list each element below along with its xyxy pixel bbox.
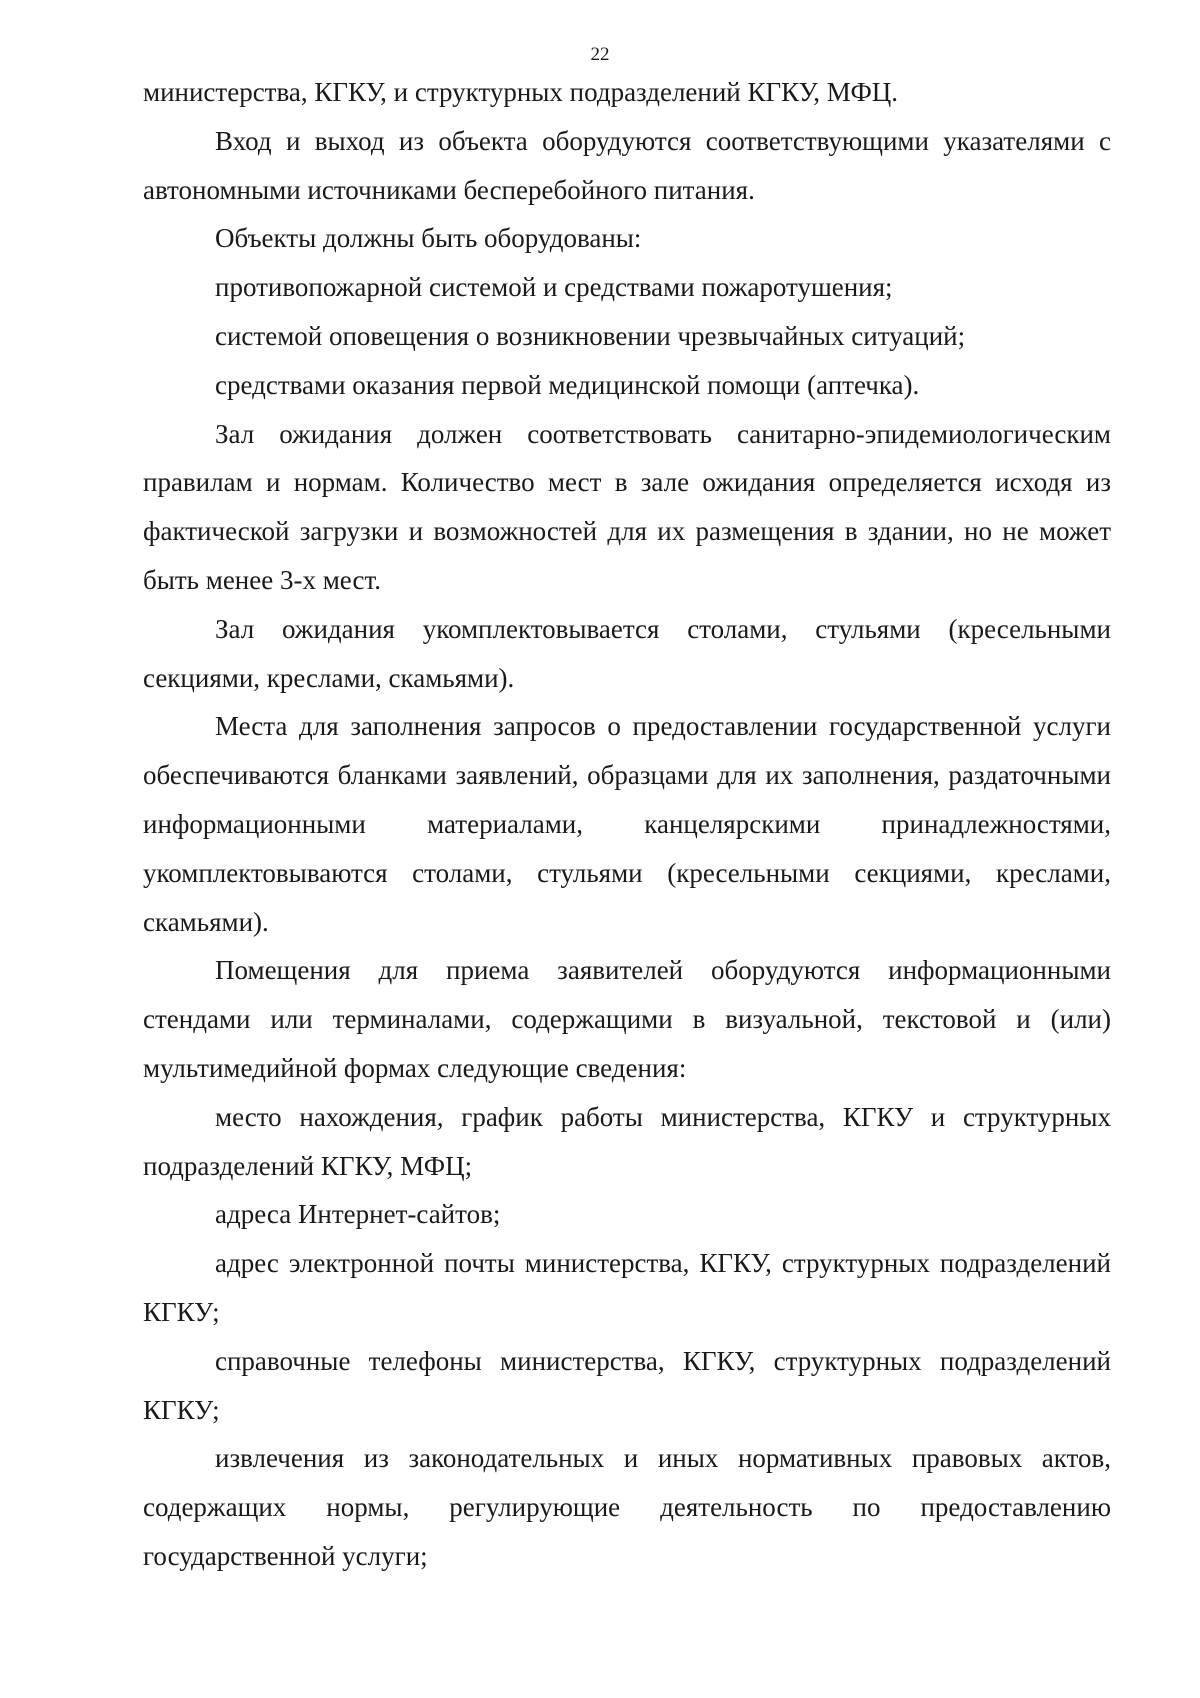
paragraph-waiting-hall-norms: Зал ожидания должен соответствовать санитарно-эпидемиологическим правилам и нормам. Количество мест в зале ожидания определяется исходя из фактической загрузки и возможностей для их размещения в здании, но не может быть менее 3-х мест.	[143, 418, 1111, 595]
page-number: 22	[590, 44, 610, 65]
list-item-location-schedule: место нахождения, график работы министерства, КГКУ и структурных подразделений КГКУ, МФЦ;	[143, 1101, 1111, 1181]
list-item-fire-system: противопожарной системой и средствами пожаротушения;	[215, 272, 893, 303]
paragraph-entrance-exit: Вход и выход из объекта оборудуются соответствующими указателями с автономными источниками бесперебойного питания.	[143, 125, 1111, 205]
list-item-phones: справочные телефоны министерства, КГКУ, структурных подразделений КГКУ;	[143, 1345, 1111, 1425]
list-item-alert-system: системой оповещения о возникновении чрезвычайных ситуаций;	[215, 320, 966, 351]
paragraph-continuation: министерства, КГКУ, и структурных подразделений КГКУ, МФЦ.	[143, 77, 899, 107]
list-item-first-aid: средствами оказания первой медицинской помощи (аптечка).	[215, 369, 920, 400]
paragraph-request-filling-places: Места для заполнения запросов о предоставлении государственной услуги обеспечиваются бланками заявлений, образцами для их заполнения, раздаточными информационными материалами, канцелярскими принадлежностями, укомплектовываются столами, стульями (кресельными секциями, креслами, скамьями).	[143, 711, 1111, 937]
list-item-legal-extracts: извлечения из законодательных и иных нормативных правовых актов, содержащих нормы, регулирующие деятельность по предоставлению государственной услуги;	[143, 1443, 1111, 1571]
list-item-email: адрес электронной почты министерства, КГКУ, структурных подразделений КГКУ;	[143, 1248, 1111, 1327]
paragraph-waiting-hall-furniture: Зал ожидания укомплектовывается столами, стульями (кресельными секциями, креслами, скамьями).	[143, 613, 1111, 693]
paragraph-info-stands: Помещения для приема заявителей оборудуются информационными стендами или терминалами, содержащими в визуальной, текстовой и (или) мультимедийной формах следующие сведения:	[143, 955, 1111, 1083]
list-item-websites: адреса Интернет-сайтов;	[215, 1199, 501, 1230]
paragraph-equipment-intro: Объекты должны быть оборудованы:	[215, 223, 642, 254]
document-body	[143, 68, 1111, 1581]
